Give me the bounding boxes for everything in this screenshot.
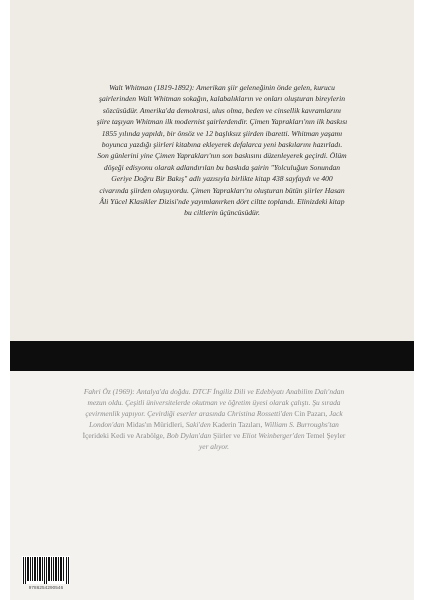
bio-author-rossetti: Christina Rossetti'den <box>227 409 293 418</box>
fahri-oz-bio <box>78 386 350 452</box>
barcode-icon <box>22 556 70 584</box>
bio-title-icerideki-kedi: İçerideki Kedi ve Arabölge, <box>82 431 165 440</box>
bio-author-london: Jack London'dan <box>89 409 343 429</box>
bio-title-cin-pazari: Cin Pazarı, <box>294 409 328 418</box>
walt-whitman-bio-text: Walt Whitman (1819-1892): Amerikan şiir geleneğinin önde gelen, kurucu şairlerinden Walt Whitman sokağın, kalabalıkların ve onları oluşturan bireylerin sözcüsüdür. Amerika'da demokrasi, ulus olma, beden ve cinsellik kavramlarını şiire taşıyan Whitman ilk modernist şairlerdendir. Çimen Yaprakları'nın ilk baskısı 1855 yılında yapıldı, bir önsöz ve 12 başlıksız şiirden ibaretti. Whitman yaşamı boyunca yazdığı şiirleri kitabına ekleyerek defalarca yeni baskılarını hazırladı. Son günlerini yine Çimen Yaprakları'nın son baskısını düzenleyerek geçirdi. Ölüm döşeği edisyonu olarak adlandırılan bu baskıda şairin "Yolculuğun Sonundan Geriye Doğru Bir Bakış" adlı yazısıyla birlikte kitap 438 sayfaydı ve 400 civarında şiirden oluşuyordu. Çimen Yaprakları'nı oluşturan bütün şiirler Hasan Âli Yücel Klasikler Dizisi'nde yayımlanırken dört ciltte toplandı. Elinizdeki kitap bu ciltlerin üçüncüsüdür. <box>96 83 348 218</box>
bio-title-midas: Midas'ın Müridleri, <box>126 420 184 429</box>
bio-title-siirler: Şiirler ve <box>212 431 241 440</box>
bio-author-dylan: Bob Dylan'dan <box>166 431 212 440</box>
isbn-barcode <box>22 556 70 592</box>
bio-author-burroughs: William S. Burroughs'tan <box>264 420 339 429</box>
bio-closing: yer alıyor. <box>199 442 229 451</box>
bio-title-kaderin-tazilari: Kaderin Tazıları, <box>212 420 263 429</box>
black-band <box>10 341 414 371</box>
walt-whitman-bio <box>96 82 348 219</box>
fahri-oz-bio-text <box>78 386 350 452</box>
bio-author-saki: Saki'den <box>185 420 211 429</box>
book-back-cover <box>10 0 414 600</box>
isbn-number: 9786254290546 <box>28 585 64 590</box>
bio-title-temel-seyler: Temel Şeyler <box>306 431 346 440</box>
bio-author-weinberger: Eliot Weinberger'den <box>242 431 305 440</box>
bio-intro: Fahri Öz (1969): Antalya'da doğdu. DTCF İngiliz Dili ve Edebiyatı Anabilim Dalı'ndan mezun oldu. Çeşitli üniversitelerde okutman ve öğretim üyesi olarak çalıştı. Şu sırada çevirmenlik yapıyor. Çevirdiği eserler arasında <box>83 387 345 418</box>
